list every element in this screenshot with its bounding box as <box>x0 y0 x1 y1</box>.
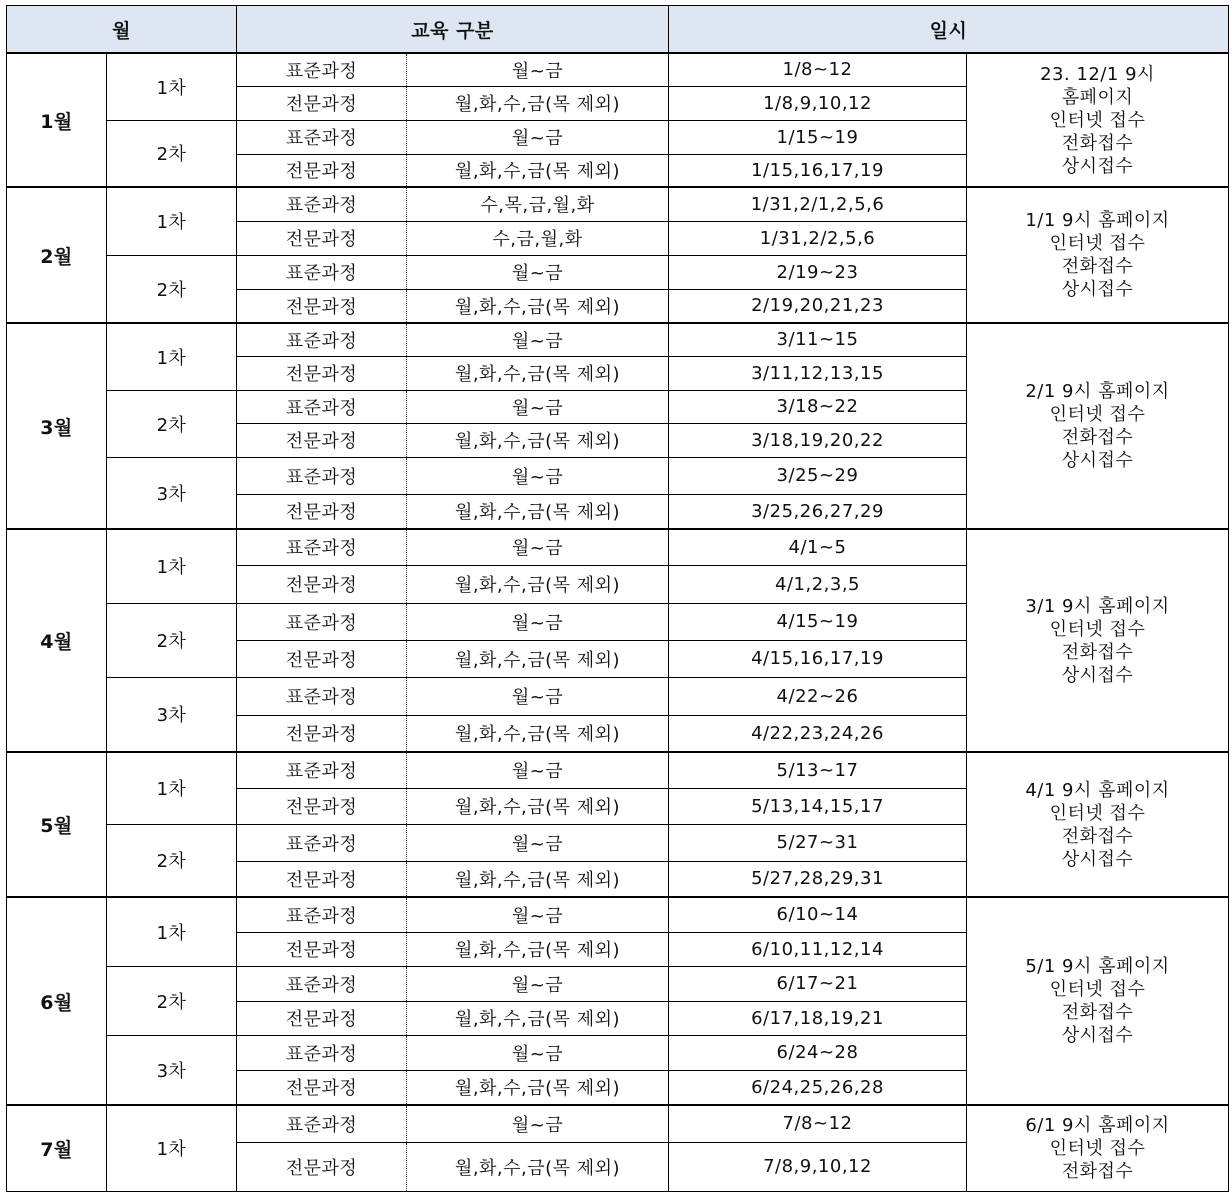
course-days-cell: 월~금 <box>407 323 669 356</box>
course-days-cell: 월,화,수,금(목 제외) <box>407 788 669 824</box>
period-cell: 7/8,9,10,12 <box>669 1142 967 1191</box>
course-days-cell: 월,화,수,금(목 제외) <box>407 1001 669 1035</box>
course-type-cell: 표준과정 <box>237 457 407 494</box>
registration-info-line: 홈페이지 <box>1061 86 1134 108</box>
header-month: 월 <box>7 6 237 54</box>
course-type-cell: 전문과정 <box>237 1070 407 1105</box>
registration-info-line: 인터넷 접수 <box>1049 802 1146 824</box>
registration-info-line: 1/1 9시 홈페이지 <box>1025 210 1170 231</box>
course-days-cell: 월~금 <box>407 603 669 640</box>
course-days-cell: 월~금 <box>407 752 669 788</box>
course-type-cell: 전문과정 <box>237 86 407 120</box>
course-type-cell: 표준과정 <box>237 752 407 788</box>
course-type-cell: 표준과정 <box>237 1035 407 1070</box>
month-cell: 4월 <box>7 529 107 752</box>
header-datetime: 일시 <box>669 6 1229 54</box>
course-type-cell: 전문과정 <box>237 423 407 457</box>
round-cell: 1차 <box>107 1105 237 1191</box>
registration-info-line: 전화접수 <box>1061 427 1134 448</box>
registration-info-cell <box>967 187 1229 323</box>
month-cell: 2월 <box>7 187 107 323</box>
period-cell: 4/22~26 <box>669 677 967 715</box>
schedule-table <box>6 5 1229 1192</box>
registration-info-line: 2/1 9시 홈페이지 <box>1025 381 1170 402</box>
round-cell: 1차 <box>107 897 237 966</box>
round-cell: 1차 <box>107 187 237 255</box>
table-row <box>7 53 1229 86</box>
registration-info-line: 전화접수 <box>1061 1160 1134 1182</box>
course-type-cell: 표준과정 <box>237 603 407 640</box>
course-days-cell: 월,화,수,금(목 제외) <box>407 494 669 529</box>
month-cell: 1월 <box>7 53 107 187</box>
period-cell: 6/24~28 <box>669 1035 967 1070</box>
registration-info-line: 인터넷 접수 <box>1049 618 1146 640</box>
course-days-cell: 월~금 <box>407 677 669 715</box>
registration-info-line: 전화접수 <box>1061 132 1134 154</box>
period-cell: 5/13~17 <box>669 752 967 788</box>
course-type-cell: 표준과정 <box>237 187 407 221</box>
month-cell: 3월 <box>7 323 107 529</box>
round-cell: 1차 <box>107 529 237 603</box>
course-type-cell: 표준과정 <box>237 897 407 932</box>
table-row <box>7 897 1229 932</box>
round-cell: 3차 <box>107 677 237 752</box>
round-cell: 2차 <box>107 120 237 187</box>
course-type-cell: 표준과정 <box>237 1105 407 1142</box>
period-cell: 1/8,9,10,12 <box>669 86 967 120</box>
course-days-cell: 월~금 <box>407 255 669 289</box>
registration-info-line: 전화접수 <box>1061 641 1134 663</box>
period-cell: 5/27~31 <box>669 824 967 861</box>
course-days-cell: 월,화,수,금(목 제외) <box>407 861 669 897</box>
course-days-cell: 월,화,수,금(목 제외) <box>407 715 669 752</box>
registration-info-line: 전화접수 <box>1061 825 1134 847</box>
round-cell: 2차 <box>107 255 237 323</box>
course-days-cell: 월,화,수,금(목 제외) <box>407 86 669 120</box>
round-cell: 2차 <box>107 603 237 677</box>
registration-info-line: 상시접수 <box>1061 155 1134 177</box>
round-cell: 1차 <box>107 323 237 390</box>
course-type-cell: 전문과정 <box>237 1001 407 1035</box>
registration-info-line: 인터넷 접수 <box>1049 109 1146 131</box>
course-days-cell: 월,화,수,금(목 제외) <box>407 565 669 603</box>
course-days-cell: 월,화,수,금(목 제외) <box>407 1142 669 1191</box>
course-days-cell: 월~금 <box>407 1035 669 1070</box>
registration-info-line: 상시접수 <box>1061 848 1134 870</box>
registration-info-line: 인터넷 접수 <box>1049 1137 1146 1159</box>
course-days-cell: 월,화,수,금(목 제외) <box>407 356 669 390</box>
registration-info-line: 4/1 9시 홈페이지 <box>1025 779 1170 801</box>
course-days-cell: 월~금 <box>407 824 669 861</box>
course-days-cell: 월,화,수,금(목 제외) <box>407 932 669 966</box>
period-cell: 6/10,11,12,14 <box>669 932 967 966</box>
course-type-cell: 전문과정 <box>237 494 407 529</box>
round-cell: 3차 <box>107 457 237 529</box>
course-days-cell: 월,화,수,금(목 제외) <box>407 640 669 677</box>
period-cell: 4/22,23,24,26 <box>669 715 967 752</box>
registration-info-cell <box>967 323 1229 529</box>
registration-info-line: 인터넷 접수 <box>1049 233 1146 254</box>
header-category: 교육 구분 <box>237 6 669 54</box>
period-cell: 6/17~21 <box>669 966 967 1001</box>
period-cell: 1/31,2/1,2,5,6 <box>669 187 967 221</box>
round-cell: 1차 <box>107 53 237 120</box>
period-cell: 6/10~14 <box>669 897 967 932</box>
period-cell: 2/19~23 <box>669 255 967 289</box>
course-days-cell: 월~금 <box>407 120 669 154</box>
registration-info-cell <box>967 53 1229 187</box>
registration-info-cell <box>967 897 1229 1105</box>
round-cell: 3차 <box>107 1035 237 1105</box>
period-cell: 4/1,2,3,5 <box>669 565 967 603</box>
period-cell: 5/13,14,15,17 <box>669 788 967 824</box>
registration-info-line: 전화접수 <box>1061 256 1134 277</box>
round-cell: 2차 <box>107 824 237 897</box>
course-days-cell: 월,화,수,금(목 제외) <box>407 1070 669 1105</box>
course-type-cell: 전문과정 <box>237 289 407 323</box>
header-row <box>7 6 1229 54</box>
period-cell: 4/15~19 <box>669 603 967 640</box>
schedule-body <box>7 53 1229 1191</box>
course-days-cell: 월~금 <box>407 966 669 1001</box>
period-cell: 1/8~12 <box>669 53 967 86</box>
course-type-cell: 전문과정 <box>237 861 407 897</box>
table-row <box>7 752 1229 788</box>
course-days-cell: 월~금 <box>407 1105 669 1142</box>
course-days-cell: 월,화,수,금(목 제외) <box>407 423 669 457</box>
round-cell: 2차 <box>107 966 237 1035</box>
registration-info-line: 상시접수 <box>1061 1025 1134 1046</box>
course-days-cell: 월~금 <box>407 53 669 86</box>
course-type-cell: 전문과정 <box>237 1142 407 1191</box>
course-type-cell: 전문과정 <box>237 356 407 390</box>
period-cell: 6/24,25,26,28 <box>669 1070 967 1105</box>
course-days-cell: 월~금 <box>407 529 669 565</box>
registration-info-line: 상시접수 <box>1061 450 1134 471</box>
course-type-cell: 표준과정 <box>237 255 407 289</box>
table-row <box>7 187 1229 221</box>
registration-info-line: 6/1 9시 홈페이지 <box>1025 1114 1170 1136</box>
registration-info-line: 상시접수 <box>1061 279 1134 300</box>
table-row <box>7 323 1229 356</box>
registration-info-line: 5/1 9시 홈페이지 <box>1025 956 1170 977</box>
course-type-cell: 전문과정 <box>237 154 407 187</box>
period-cell: 3/11~15 <box>669 323 967 356</box>
table-row <box>7 529 1229 565</box>
period-cell: 1/15,16,17,19 <box>669 154 967 187</box>
period-cell: 1/15~19 <box>669 120 967 154</box>
registration-info-line: 전화접수 <box>1061 1002 1134 1023</box>
course-type-cell: 전문과정 <box>237 565 407 603</box>
month-cell: 6월 <box>7 897 107 1105</box>
registration-info-line: 인터넷 접수 <box>1049 404 1146 425</box>
course-type-cell: 표준과정 <box>237 824 407 861</box>
course-type-cell: 표준과정 <box>237 677 407 715</box>
course-days-cell: 월~금 <box>407 390 669 423</box>
course-type-cell: 표준과정 <box>237 529 407 565</box>
course-type-cell: 전문과정 <box>237 788 407 824</box>
course-days-cell: 수,금,월,화 <box>407 221 669 255</box>
registration-info-line: 인터넷 접수 <box>1049 979 1146 1000</box>
registration-info-cell <box>967 529 1229 752</box>
course-type-cell: 표준과정 <box>237 120 407 154</box>
period-cell: 6/17,18,19,21 <box>669 1001 967 1035</box>
period-cell: 3/25,26,27,29 <box>669 494 967 529</box>
round-cell: 2차 <box>107 390 237 457</box>
course-type-cell: 표준과정 <box>237 390 407 423</box>
month-cell: 7월 <box>7 1105 107 1191</box>
course-type-cell: 전문과정 <box>237 221 407 255</box>
course-type-cell: 전문과정 <box>237 640 407 677</box>
period-cell: 3/25~29 <box>669 457 967 494</box>
course-type-cell: 전문과정 <box>237 715 407 752</box>
registration-info-cell <box>967 752 1229 897</box>
registration-info-line: 3/1 9시 홈페이지 <box>1025 595 1170 617</box>
period-cell: 5/27,28,29,31 <box>669 861 967 897</box>
period-cell: 1/31,2/2,5,6 <box>669 221 967 255</box>
course-type-cell: 표준과정 <box>237 966 407 1001</box>
registration-info-line: 상시접수 <box>1061 664 1134 686</box>
period-cell: 3/18,19,20,22 <box>669 423 967 457</box>
period-cell: 4/1~5 <box>669 529 967 565</box>
course-days-cell: 월~금 <box>407 457 669 494</box>
registration-info-cell <box>967 1105 1229 1191</box>
course-days-cell: 월~금 <box>407 897 669 932</box>
period-cell: 4/15,16,17,19 <box>669 640 967 677</box>
course-days-cell: 월,화,수,금(목 제외) <box>407 154 669 187</box>
period-cell: 3/18~22 <box>669 390 967 423</box>
course-days-cell: 월,화,수,금(목 제외) <box>407 289 669 323</box>
course-type-cell: 표준과정 <box>237 323 407 356</box>
month-cell: 5월 <box>7 752 107 897</box>
course-type-cell: 표준과정 <box>237 53 407 86</box>
period-cell: 7/8~12 <box>669 1105 967 1142</box>
registration-info-line: 23. 12/1 9시 <box>1040 63 1155 85</box>
period-cell: 3/11,12,13,15 <box>669 356 967 390</box>
period-cell: 2/19,20,21,23 <box>669 289 967 323</box>
course-type-cell: 전문과정 <box>237 932 407 966</box>
round-cell: 1차 <box>107 752 237 824</box>
table-row <box>7 1105 1229 1142</box>
course-days-cell: 수,목,금,월,화 <box>407 187 669 221</box>
